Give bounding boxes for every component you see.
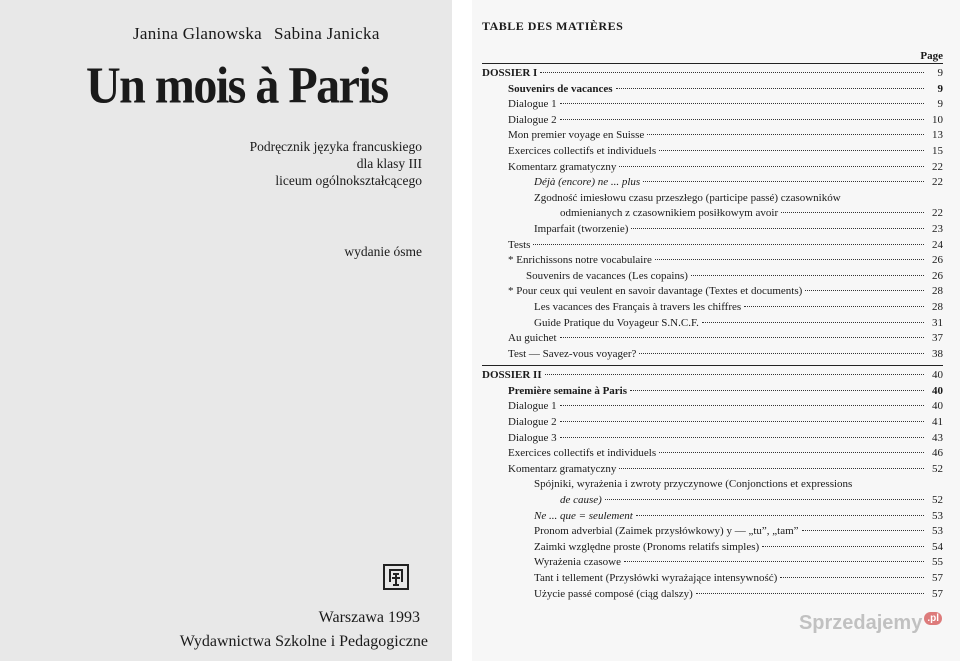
place-year: Warszawa 1993 <box>318 609 420 626</box>
toc-entry: Exercices collectifs et individuels 46 <box>508 447 943 460</box>
toc-entry: Souvenirs de vacances (Les copains) 26 <box>526 269 943 282</box>
toc-entry: Komentarz gramatyczny 52 <box>508 462 943 475</box>
toc-entry: Dialogue 1 40 <box>508 400 943 413</box>
toc-entry: * Enrichissons notre vocabulaire 26 <box>508 254 943 267</box>
publisher-logo-icon <box>383 564 409 590</box>
book-title: Un mois à Paris <box>86 57 388 115</box>
author-1: Janina Glanowska <box>133 24 262 43</box>
cover-page <box>0 0 452 661</box>
toc-list <box>482 63 943 602</box>
edition: wydanie ósme <box>344 244 422 259</box>
subtitle-line: dla klasy III <box>356 156 422 171</box>
toc-entry: Déjà (encore) ne ... plus 22 <box>534 176 943 189</box>
toc-heading: TABLE DES MATIÈRES <box>482 19 624 33</box>
toc-page <box>472 0 960 661</box>
toc-dossier-1: DOSSIER I 9 <box>482 67 943 79</box>
toc-entry: Souvenirs de vacances 9 <box>508 82 943 95</box>
divider <box>482 365 943 366</box>
toc-entry: Dialogue 2 10 <box>508 113 943 126</box>
toc-entry: de cause) 52 <box>560 494 943 507</box>
authors <box>133 24 380 44</box>
toc-entry: Dialogue 3 43 <box>508 431 943 444</box>
divider <box>482 63 943 64</box>
toc-entry-line: Zgodność imiesłowu czasu przeszłego (participe passé) czasowników <box>534 191 841 204</box>
publisher: Wydawnictwa Szkolne i Pedagogiczne <box>179 633 428 650</box>
toc-entry: Imparfait (tworzenie) 23 <box>534 222 943 235</box>
page-gutter <box>452 0 472 661</box>
toc-entry: Pronom adverbial (Zaimek przysłówkowy) y — „tu”, „tam” 53 <box>534 525 943 538</box>
toc-entry: Dialogue 1 9 <box>508 98 943 111</box>
author-2: Sabina Janicka <box>273 24 380 43</box>
toc-entry: Tests 24 <box>508 238 943 251</box>
toc-entry: Tant i tellement (Przysłówki wyrażające intensywność) 57 <box>534 572 943 584</box>
toc-entry: Première semaine à Paris 40 <box>508 384 943 397</box>
toc-entry: Ne ... que = seulement 53 <box>534 509 943 522</box>
toc-entry: Guide Pratique du Voyageur S.N.C.F. 31 <box>534 316 943 329</box>
toc-entry: Exercices collectifs et individuels 15 <box>508 144 943 157</box>
toc-entry: Mon premier voyage en Suisse 13 <box>508 129 943 142</box>
toc-dossier-2: DOSSIER II 40 <box>482 369 943 382</box>
toc-entry: Test — Savez-vous voyager? 38 <box>508 347 943 360</box>
book-subtitle <box>250 138 422 189</box>
toc-entry: Użycie passé composé (ciąg dalszy) 57 <box>534 587 943 600</box>
subtitle-line: liceum ogólnokształcącego <box>275 173 422 188</box>
toc-entry: Komentarz gramatyczny 22 <box>508 160 943 173</box>
toc-entry: Wyrażenia czasowe 55 <box>534 556 943 569</box>
toc-entry-line: Spójniki, wyrażenia i zwroty przyczynowe (Conjonctions et expressions <box>534 478 853 491</box>
page-column-label: Page <box>920 50 943 62</box>
toc-entry: * Pour ceux qui veulent en savoir davantage (Textes et documents) 28 <box>508 285 943 298</box>
toc-entry: Zaimki względne proste (Pronoms relatifs simples) 54 <box>534 540 943 553</box>
toc-entry: Dialogue 2 41 <box>508 416 943 429</box>
subtitle-line: Podręcznik języka francuskiego <box>249 139 422 154</box>
watermark: Sprzedajemy .pl <box>799 612 942 635</box>
toc-entry: Les vacances des Français à travers les chiffres 28 <box>534 300 943 313</box>
toc-entry: odmienianych z czasownikiem posiłkowym avoir 22 <box>560 207 943 220</box>
toc-entry: Au guichet 37 <box>508 332 943 345</box>
